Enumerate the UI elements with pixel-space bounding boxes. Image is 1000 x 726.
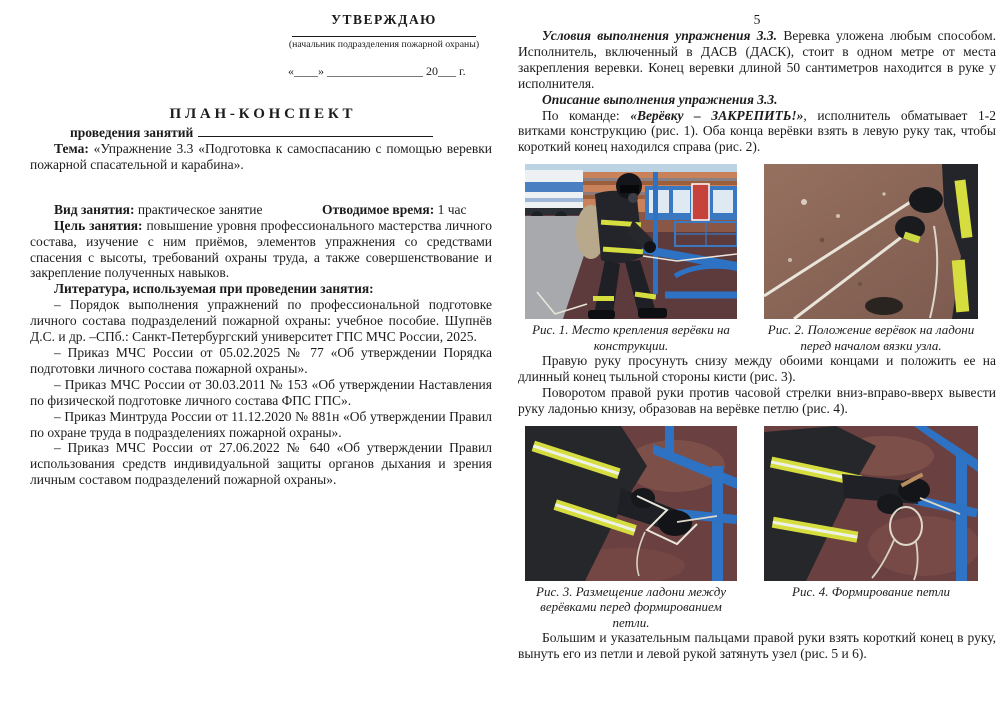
- description-heading: Описание выполнения упражнения 3.3.: [542, 91, 778, 107]
- page-right: [518, 0, 996, 662]
- figure-1: [525, 164, 737, 353]
- lesson-time-label: Отводимое время:: [322, 201, 435, 217]
- figure-2: [764, 164, 978, 353]
- command-text: «Верёвку – ЗАКРЕПИТЬ!»: [630, 107, 804, 123]
- command-paragraph: [518, 108, 996, 156]
- approval-date-line: «____» ________________ 20___ г.: [288, 64, 466, 78]
- doc-subtitle: [30, 124, 492, 141]
- lesson-time: [322, 202, 467, 218]
- lesson-meta-row: [30, 202, 492, 218]
- goal-label: Цель занятия:: [54, 217, 143, 233]
- figure-3: [525, 426, 737, 631]
- figure-1-caption: Рис. 1. Место крепления верёвки на конструкции.: [532, 322, 730, 353]
- para-loop-formation: Поворотом правой руки против часовой стрелки вниз-вправо-вверх вывести руку ладонью книзу, образовав на верёвке петлю (рис. 4).: [518, 385, 996, 416]
- approval-subtitle: (начальник подразделения пожарной охраны): [288, 39, 480, 50]
- approval-title: УТВЕРЖДАЮ: [331, 12, 437, 27]
- page-number: 5: [753, 12, 761, 27]
- figure-4: [764, 426, 978, 631]
- literature-heading: Литература, используемая при проведении занятия:: [54, 281, 374, 297]
- lesson-time-value: 1 час: [434, 201, 467, 217]
- figure-2-caption: Рис. 2. Положение верёвок на ладони перед началом вязки узла.: [767, 322, 975, 353]
- approval-block: [288, 12, 480, 79]
- signature-line: [292, 28, 476, 37]
- doc-subtitle-blank-line: [198, 125, 433, 137]
- lesson-type-value: практическое занятие: [134, 201, 263, 217]
- literature-item: – Приказ МЧС России от 30.03.2011 № 153 «Об утверждении Наставления по физической подготовке личного состава ФПС ГПС».: [30, 376, 492, 408]
- lesson-type-label: Вид занятия:: [54, 201, 135, 217]
- lesson-type: [30, 202, 322, 218]
- literature-item: – Приказ МЧС России от 05.02.2025 № 77 «Об утверждении Порядка подготовки личного состава пожарной охраны».: [30, 344, 492, 376]
- doc-title: П Л А Н - К О Н С П Е К Т: [169, 106, 353, 122]
- theme-paragraph: [30, 141, 492, 173]
- conditions-label: Условия выполнения упражнения 3.3.: [542, 28, 778, 43]
- figure-2-photo: [764, 164, 978, 319]
- conditions-paragraph: [518, 28, 996, 92]
- page-left: [30, 0, 492, 488]
- para-hand-placement: Правую руку просунуть снизу между обоими концами и положить ее на длинный конец тыльной стороны кисти (рис. 3).: [518, 353, 996, 385]
- figure-4-caption: Рис. 4. Формирование петли: [792, 583, 950, 599]
- literature-item: – Порядок выполнения упражнений по профессиональной подготовке личного состава подразделений пожарной охраны: учебное пособие. Шупнёв Д.С. и др. –СПб.: Санкт-Петербургский университет ГПС МЧС России, 2025.: [30, 297, 492, 345]
- command-post-text: , исполнитель обматывает 1-2 витками конструкцию (рис. 1). Оба конца верёвки взять в левую руку так, чтобы короткий конец находился справа (рис. 2).: [518, 107, 996, 155]
- figure-4-photo: [764, 426, 978, 581]
- goal-text: повышение уровня профессионального мастерства личного состава, изучение с ним приёмов, элементов упражнения со средствами спасения с высоты, требований охраны труда, а также совершенствование и закрепление полученных навыков.: [30, 217, 493, 281]
- conditions-text: Веревка уложена любым способом. Исполнитель, включенный в ДАСВ (ДАСК), стоит в одном метре от места закрепления веревки. Конец веревки длиной 50 сантиметров находится в руке у исполнителя.: [518, 28, 996, 91]
- figure-3-photo: [525, 426, 737, 581]
- literature-item: – Приказ Минтруда России от 11.12.2020 № 881н «Об утверждении Правил по охране труда в подразделениях пожарной охраны».: [30, 408, 492, 440]
- doc-subtitle-label: проведения занятий: [70, 125, 194, 140]
- para-final: Большим и указательным пальцами правой руки взять короткий конец в руку, вынуть его из петли и левой рукой затянуть узел (рис. 5 и 6).: [518, 630, 996, 662]
- figures-row-2: [518, 426, 996, 631]
- figure-1-photo: [525, 164, 737, 319]
- theme-label: Тема:: [54, 141, 89, 156]
- literature-item: – Приказ МЧС России от 27.06.2022 № 640 «Об утверждении Правил использования средств индивидуальной защиты органов дыхания и зрения личным составом подразделений пожарной охраны».: [30, 440, 492, 488]
- figures-row-1: [518, 164, 996, 353]
- theme-text: «Упражнение 3.3 «Подготовка к самоспасанию с помощью веревки пожарной спасательной и карабина».: [30, 141, 492, 172]
- command-pre-text: По команде:: [542, 107, 631, 123]
- goal-paragraph: [30, 218, 492, 282]
- figure-3-caption: Рис. 3. Размещение ладони между верёвками перед формированием петли.: [536, 583, 726, 630]
